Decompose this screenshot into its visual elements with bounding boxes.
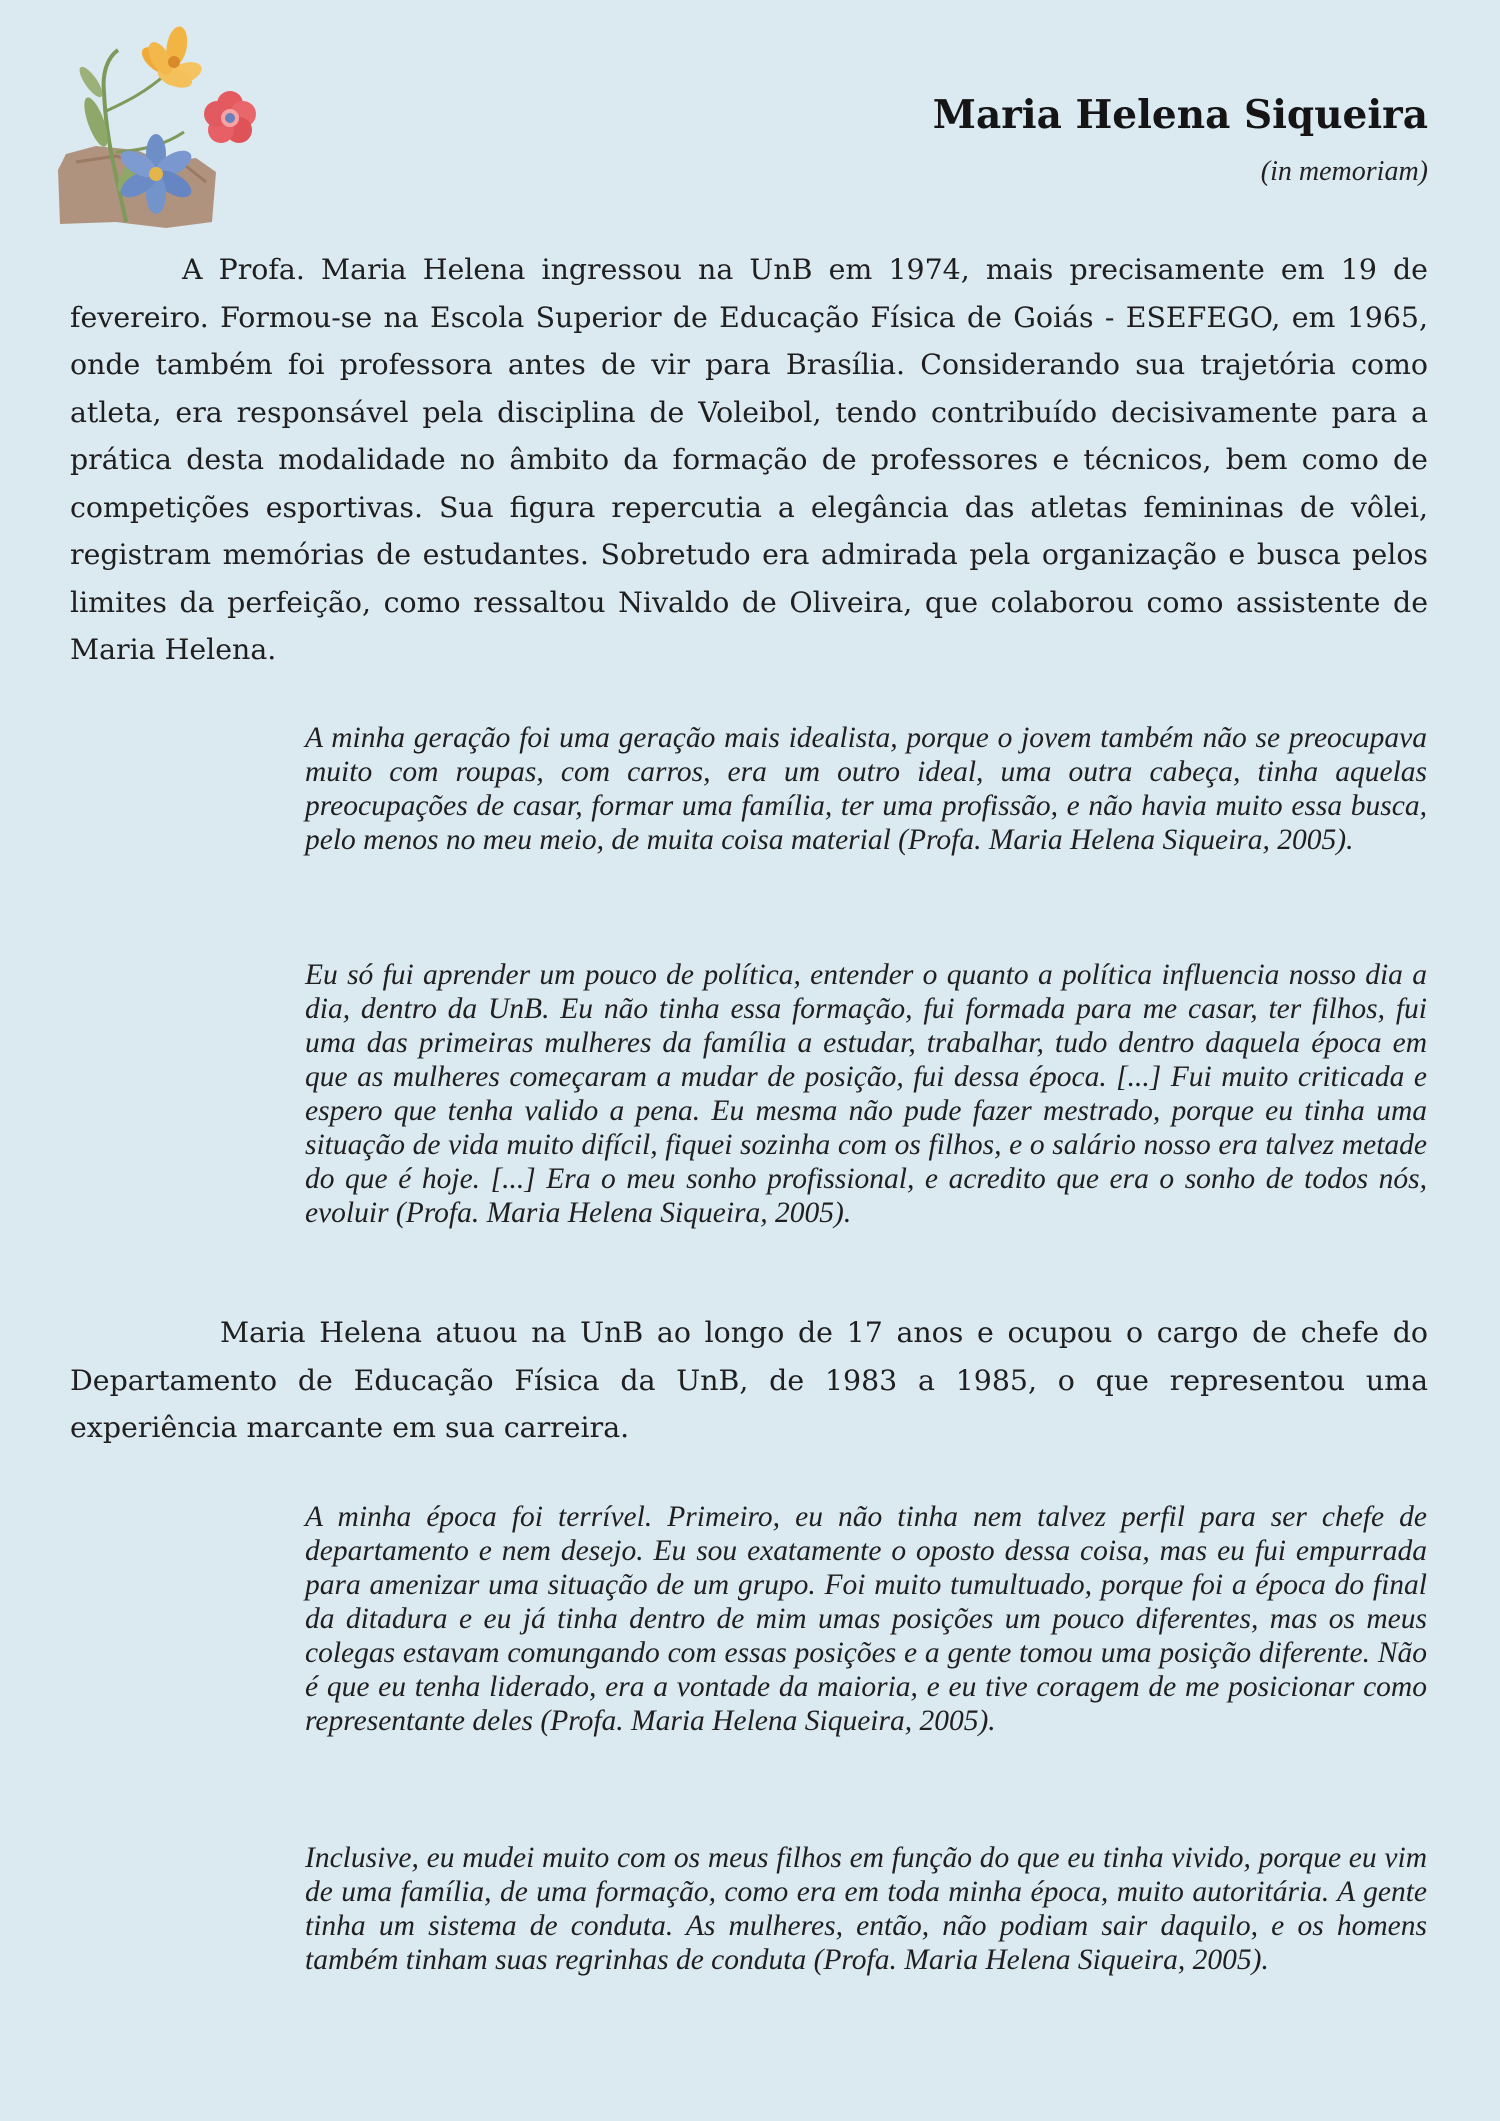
body-paragraph-2: Maria Helena atuou na UnB ao longo de 17 anos e ocupou o cargo de chefe do Departamento de Educação Física da UnB, de 1983 a 1985, o que representou uma experiência marcante em sua carreira. (70, 1316, 1428, 1444)
page-title: Maria Helena Siqueira (932, 92, 1428, 138)
body-paragraph-1: A Profa. Maria Helena ingressou na UnB em 1974, mais precisamente em 19 de fevereiro. Formou-se na Escola Superior de Educação Física de Goiás - ESEFEGO, em 1965, onde também foi professora antes de vir para Brasília. Considerando sua trajetória como atleta, era responsável pela disciplina de Voleibol, tendo contribuído decisivamente para a prática desta modalidade no âmbito da formação de professores e técnicos, bem como de competições esportivas. Sua figura repercutia a elegância das atletas femininas de vôlei, registram memórias de estudantes. Sobretudo era admirada pela organização e busca pelos limites da perfeição, como ressaltou Nivaldo de Oliveira, que colaborou como assistente de Maria Helena. (70, 253, 1428, 666)
watercolor-flowers-icon (56, 22, 266, 230)
header (933, 92, 1428, 188)
block-quote-2: Eu só fui aprender um pouco de política, entender o quanto a política influencia nosso dia a dia, dentro da UnB. Eu não tinha essa formação, fui formada para me casar, ter filhos, fui uma das primeiras mulheres da família a estudar, trabalhar, tudo dentro daquela época em que as mulheres começaram a mudar de posição, fui dessa época. [...] Fui muito criticada e espero que tenha valido a pena. Eu mesma não pude fazer mestrado, porque eu tinha uma situação de vida muito difícil, fiquei sozinha com os filhos, e o salário nosso era talvez metade do que é hoje. [...] Era o meu sonho profissional, e acredito que era o sonho de todos nós, evoluir (Profa. Maria Helena Siqueira, 2005). (305, 959, 1427, 1229)
block-quote-3: A minha época foi terrível. Primeiro, eu não tinha nem talvez perfil para ser chefe de departamento e nem desejo. Eu sou exatamente o oposto dessa coisa, mas eu fui empurrada para amenizar uma situação de um grupo. Foi muito tumultuado, porque foi a época do final da ditadura e eu já tinha dentro de mim umas posições um pouco diferentes, mas os meus colegas estavam comungando com essas posições e a gente tomou uma posição diferente. Não é que eu tenha liderado, era a vontade da maioria, e eu tive coragem de me posicionar como representante deles (Profa. Maria Helena Siqueira, 2005). (305, 1501, 1427, 1737)
page-subtitle: (in memoriam) (1260, 156, 1428, 187)
block-quote-1: A minha geração foi uma geração mais idealista, porque o jovem também não se preocupava muito com roupas, com carros, era um outro ideal, uma outra cabeça, tinha aquelas preocupações de casar, formar uma família, ter uma profissão, e não havia muito essa busca, pelo menos no meu meio, de muita coisa material (Profa. Maria Helena Siqueira, 2005). (305, 722, 1427, 856)
block-quote-4: Inclusive, eu mudei muito com os meus filhos em função do que eu tinha vivido, porque eu vim de uma família, de uma formação, como era em toda minha época, muito autoritária. A gente tinha um sistema de conduta. As mulheres, então, não podiam sair daquilo, e os homens também tinham suas regrinhas de conduta (Profa. Maria Helena Siqueira, 2005). (305, 1842, 1427, 1976)
